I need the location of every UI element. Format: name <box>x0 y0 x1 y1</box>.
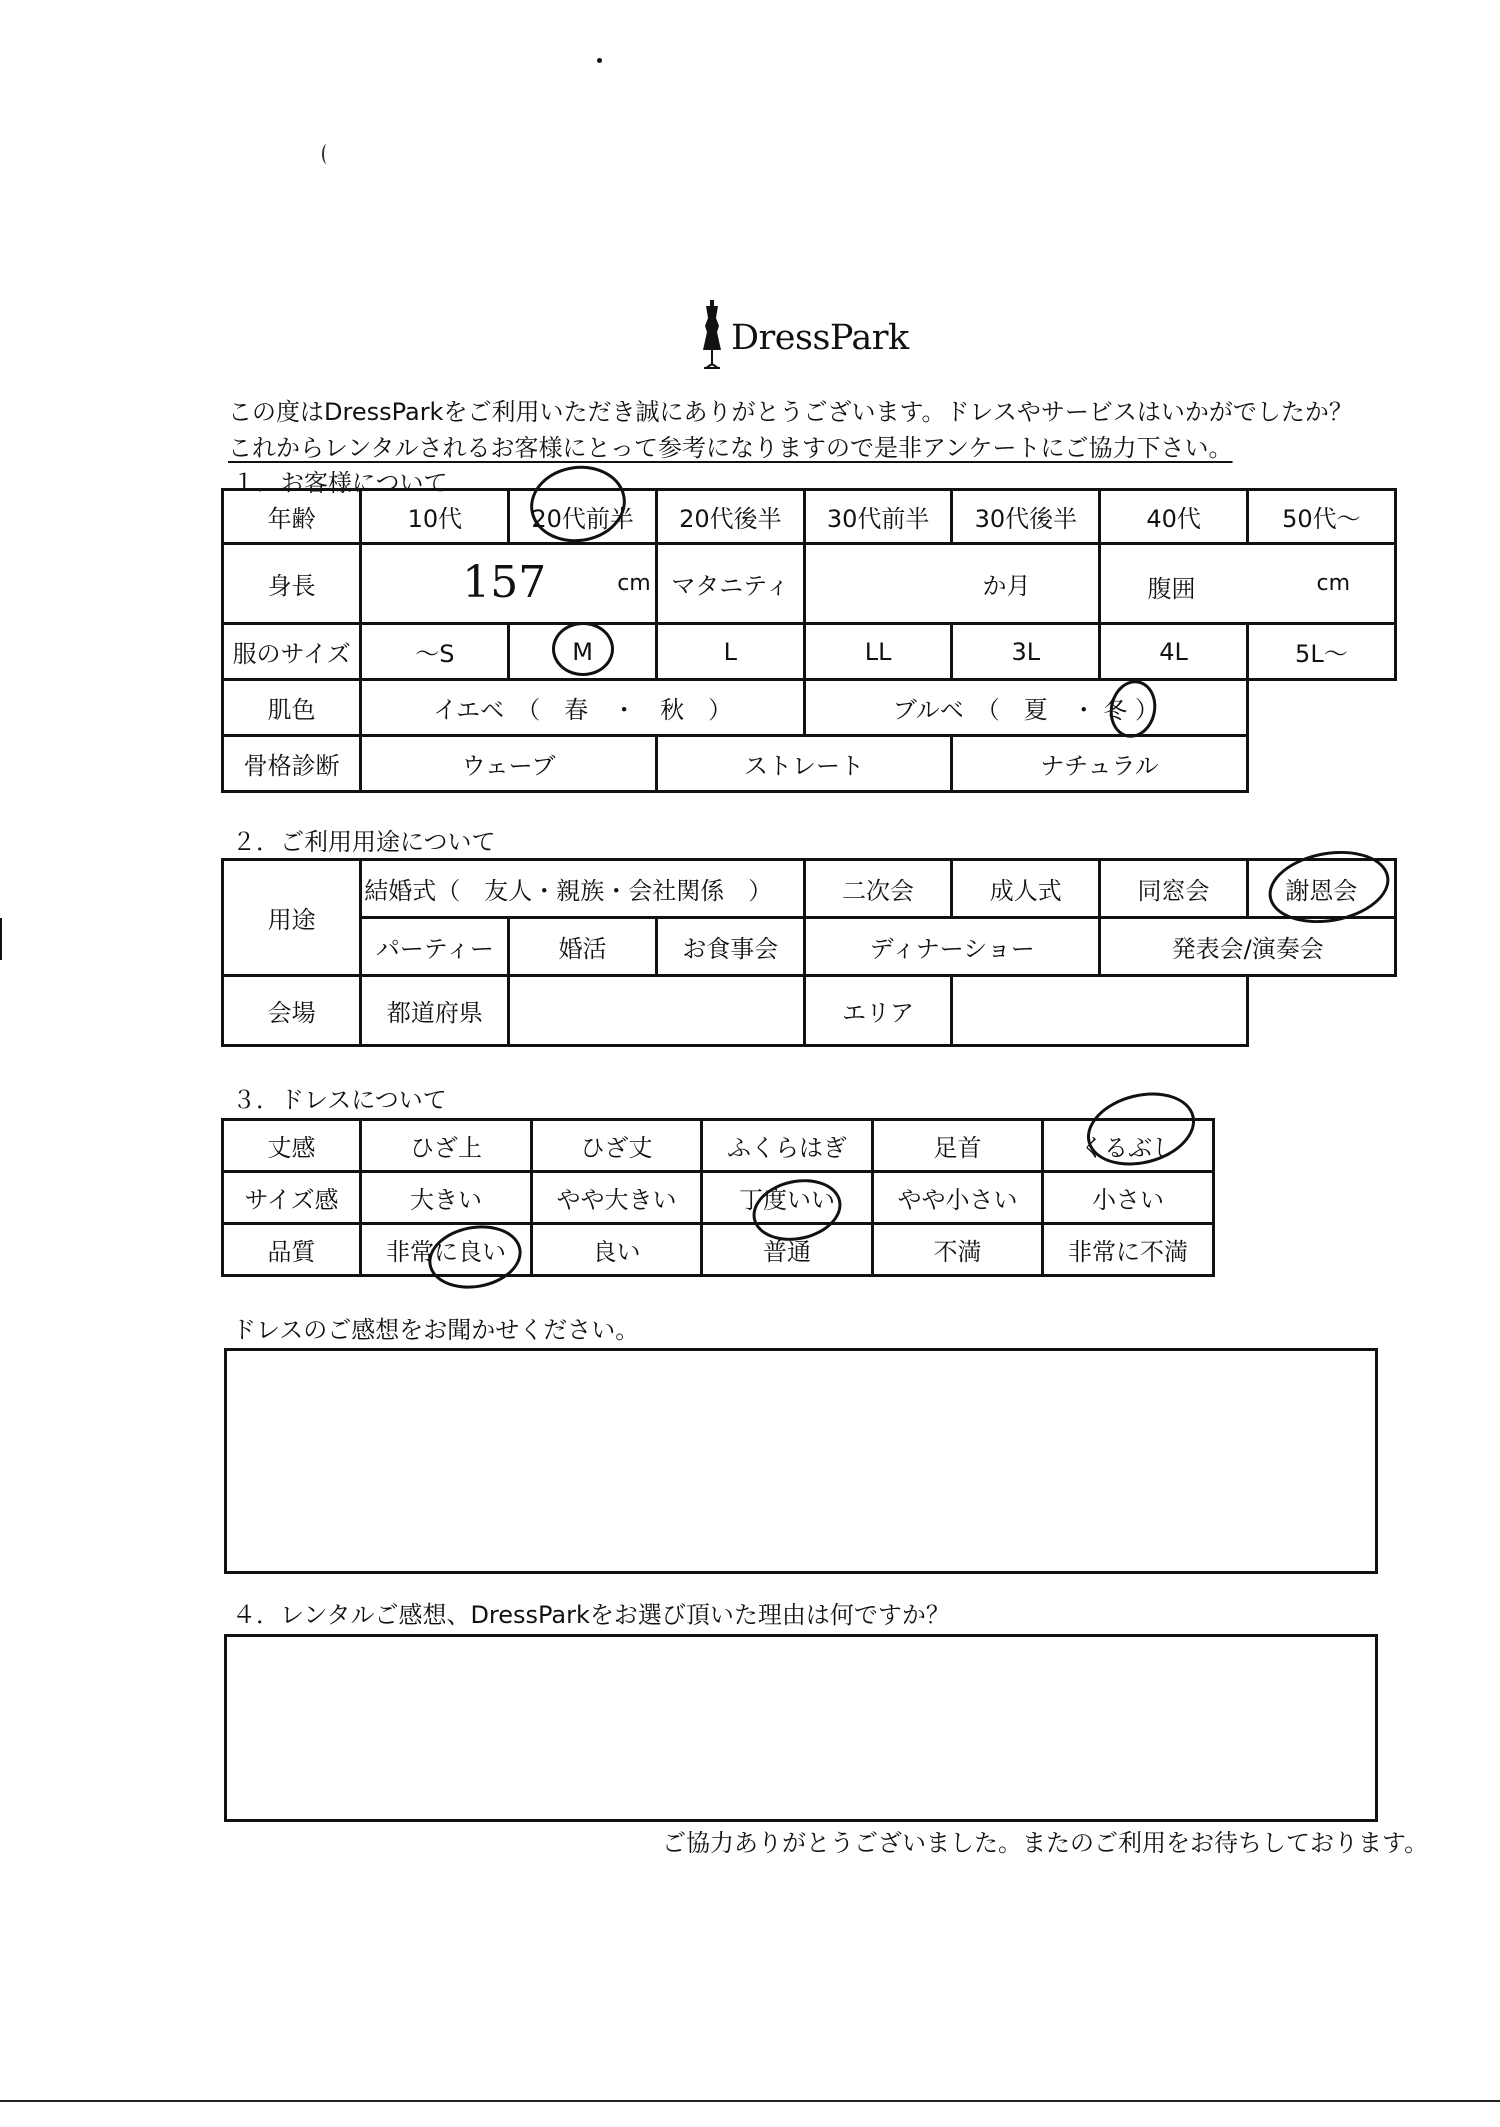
scan-speck <box>322 144 332 164</box>
age-option[interactable]: 40代 <box>1100 490 1247 544</box>
scan-edge-mark <box>0 918 2 960</box>
closing-message: ご協力ありがとうございました。またのご利用をお待ちしております。 <box>662 1829 1429 1857</box>
skin-blue-prefix: ブルベ （ 夏 ・ <box>892 696 1096 724</box>
size-option[interactable]: ～S <box>361 624 509 680</box>
size-option-selected[interactable]: M <box>509 624 656 680</box>
brand-logo <box>695 298 935 378</box>
frame-row <box>223 736 1396 792</box>
fit-row <box>223 1172 1214 1224</box>
skin-blue-option[interactable] <box>804 680 1247 736</box>
prefecture-field[interactable] <box>509 976 805 1046</box>
frame-option[interactable]: ウェーブ <box>361 736 657 792</box>
height-row <box>223 544 1396 624</box>
purpose-option[interactable]: 婚活 <box>509 918 656 976</box>
size-option[interactable]: 4L <box>1100 624 1247 680</box>
size-option[interactable]: 5L～ <box>1247 624 1395 680</box>
blank-cell <box>1247 976 1395 1046</box>
purpose-option[interactable]: お食事会 <box>656 918 804 976</box>
fit-option[interactable]: 小さい <box>1043 1172 1214 1224</box>
maternity-months-field[interactable] <box>804 544 1100 624</box>
quality-option[interactable]: 非常に不満 <box>1043 1224 1214 1276</box>
quality-label: 品質 <box>223 1224 361 1276</box>
intro-line-1: この度はDressParkをご利用いただき誠にありがとうございます。ドレスやサービスはいかがでしたか？ <box>228 398 1353 426</box>
length-label: 丈感 <box>223 1120 361 1172</box>
size-option[interactable]: L <box>656 624 804 680</box>
purpose-option[interactable]: 発表会/演奏会 <box>1100 918 1396 976</box>
dress-table <box>221 1118 1215 1277</box>
skin-blue-winter[interactable]: 冬 <box>1103 696 1128 724</box>
quality-row <box>223 1224 1214 1276</box>
age-row <box>223 490 1396 544</box>
quality-option[interactable]: 不満 <box>873 1224 1043 1276</box>
age-option-selected[interactable]: 20代前半 <box>509 490 656 544</box>
skin-label: 肌色 <box>223 680 361 736</box>
purpose-option[interactable]: パーティー <box>361 918 509 976</box>
height-field[interactable] <box>361 544 657 624</box>
height-label: 身長 <box>223 544 361 624</box>
purpose-option[interactable]: 二次会 <box>804 860 951 918</box>
quality-option[interactable]: 良い <box>532 1224 702 1276</box>
purpose-row-1 <box>223 860 1396 918</box>
prefecture-label: 都道府県 <box>361 976 509 1046</box>
waist-unit: cm <box>1316 571 1350 596</box>
age-label: 年齢 <box>223 490 361 544</box>
purpose-option[interactable]: 成人式 <box>952 860 1100 918</box>
fit-option-selected[interactable]: 丁度いい <box>702 1172 873 1224</box>
purpose-option[interactable]: 同窓会 <box>1100 860 1247 918</box>
frame-option[interactable]: ナチュラル <box>952 736 1248 792</box>
age-option[interactable]: 20代後半 <box>656 490 804 544</box>
selection-circle <box>552 622 614 676</box>
quality-option-selected[interactable]: 非常に良い <box>361 1224 532 1276</box>
fit-option[interactable]: やや大きい <box>532 1172 702 1224</box>
purpose-option-wedding[interactable]: 結婚式（ 友人・親族・会社関係 ） <box>361 860 805 918</box>
length-option-selected[interactable]: くるぶし <box>1043 1120 1214 1172</box>
area-label: エリア <box>804 976 951 1046</box>
purpose-option-selected[interactable]: 謝恩会 <box>1247 860 1395 918</box>
size-row <box>223 624 1396 680</box>
intro-line-2: これからレンタルされるお客様にとって参考になりますので是非アンケートにご協力下さい。 <box>228 434 1233 462</box>
scan-speck <box>597 58 602 63</box>
frame-option[interactable]: ストレート <box>656 736 952 792</box>
dress-comment-box[interactable] <box>224 1348 1378 1574</box>
months-unit: か月 <box>982 572 1031 600</box>
size-option[interactable]: 3L <box>952 624 1100 680</box>
blank-cell <box>1247 736 1395 792</box>
rental-comment-box[interactable] <box>224 1634 1378 1822</box>
customer-table <box>221 488 1397 793</box>
waist-label: 腹囲 <box>1147 575 1196 603</box>
age-option[interactable]: 30代前半 <box>804 490 951 544</box>
skin-yellow-option[interactable]: イエベ （ 春 ・ 秋 ） <box>361 680 805 736</box>
skin-blue-suffix: ） <box>1135 696 1160 724</box>
fit-label: サイズ感 <box>223 1172 361 1224</box>
dress-mannequin-icon <box>695 298 729 378</box>
brand-name: DressPark <box>731 318 909 358</box>
section2-title: ２．ご利用用途について <box>232 828 496 856</box>
purpose-label: 用途 <box>223 860 361 976</box>
venue-row <box>223 976 1396 1046</box>
fit-option[interactable]: やや小さい <box>873 1172 1043 1224</box>
length-option[interactable]: ひざ丈 <box>532 1120 702 1172</box>
purpose-option[interactable]: ディナーショー <box>804 918 1099 976</box>
purpose-row-2 <box>223 918 1396 976</box>
length-option[interactable]: 足首 <box>873 1120 1043 1172</box>
dress-comment-prompt: ドレスのご感想をお聞かせください。 <box>232 1316 640 1344</box>
maternity-label: マタニティ <box>656 544 804 624</box>
scan-bottom-line <box>0 2100 1500 2102</box>
area-field[interactable] <box>952 976 1247 1046</box>
height-value: 157 <box>462 557 547 608</box>
purpose-table <box>221 858 1397 1047</box>
fit-option[interactable]: 大きい <box>361 1172 532 1224</box>
venue-label: 会場 <box>223 976 361 1046</box>
skin-row <box>223 680 1396 736</box>
quality-option[interactable]: 普通 <box>702 1224 873 1276</box>
length-option[interactable]: ふくらはぎ <box>702 1120 873 1172</box>
size-label: 服のサイズ <box>223 624 361 680</box>
waist-field[interactable] <box>1100 544 1396 624</box>
section1-title: １．お客様について <box>232 469 448 497</box>
blank-cell <box>1247 680 1395 736</box>
section4-title: ４．レンタルご感想、DressParkをお選び頂いた理由は何ですか？ <box>232 1601 950 1629</box>
length-option[interactable]: ひざ上 <box>361 1120 532 1172</box>
section3-title: ３．ドレスについて <box>232 1086 447 1114</box>
age-option[interactable]: 10代 <box>361 490 509 544</box>
size-option[interactable]: LL <box>804 624 951 680</box>
height-unit: cm <box>617 571 651 596</box>
age-option[interactable]: 30代後半 <box>952 490 1100 544</box>
age-option[interactable]: 50代～ <box>1247 490 1395 544</box>
frame-label: 骨格診断 <box>223 736 361 792</box>
length-row <box>223 1120 1214 1172</box>
